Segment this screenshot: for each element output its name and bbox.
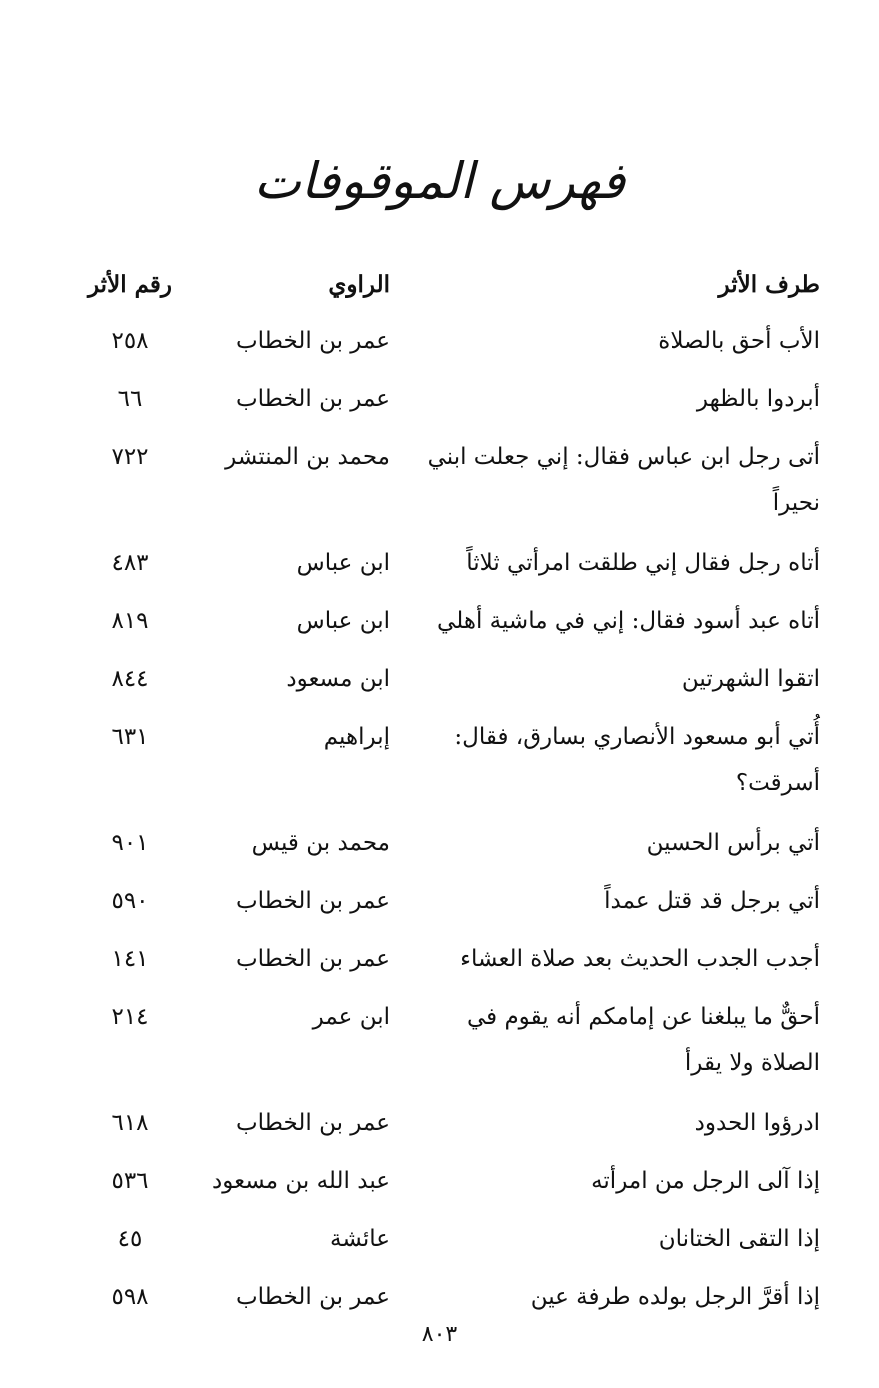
table-row [60, 1100, 820, 1158]
table-row [60, 878, 820, 936]
narrator: عمر بن الخطاب [235, 946, 390, 972]
index-table [60, 262, 820, 1332]
athar-number: ٢١٤ [111, 1004, 149, 1030]
table-row [60, 376, 820, 434]
narrator: عبد الله بن مسعود [212, 1168, 390, 1194]
page-title: فهرس الموقوفات [253, 152, 626, 210]
athar-text: إذا آلى الرجل من امرأته [591, 1168, 820, 1194]
athar-text: أُتي أبو مسعود الأنصاري بسارق، فقال: أسرقت؟ [454, 724, 820, 796]
table-row [60, 994, 820, 1100]
table-row [60, 936, 820, 994]
table-row [60, 434, 820, 540]
athar-text: أجدب الجدب الحديث بعد صلاة العشاء [460, 946, 820, 972]
table-row [60, 318, 820, 376]
athar-text: أتاه رجل فقال إني طلقت امرأتي ثلاثاً [466, 550, 820, 576]
header-narrator: الراوي [328, 271, 390, 298]
athar-text: أتاه عبد أسود فقال: إني في ماشية أهلي [437, 608, 820, 634]
narrator: إبراهيم [323, 724, 390, 750]
table-row [60, 1216, 820, 1274]
athar-number: ٦١٨ [111, 1110, 149, 1136]
table-row [60, 714, 820, 820]
table-row [60, 540, 820, 598]
table-row [60, 820, 820, 878]
athar-text: ادرؤوا الحدود [694, 1110, 820, 1136]
table-header [60, 262, 820, 318]
table-row [60, 1158, 820, 1216]
athar-text: أبردوا بالظهر [696, 386, 820, 412]
athar-text: إذا أقرَّ الرجل بولده طرفة عين [530, 1284, 820, 1310]
narrator: عمر بن الخطاب [235, 386, 390, 412]
athar-text: اتقوا الشهرتين [681, 666, 820, 692]
narrator: ابن عمر [312, 1004, 390, 1030]
athar-number: ٥٩٠ [111, 888, 149, 914]
narrator: محمد بن المنتشر [225, 444, 390, 470]
athar-number: ٦٣١ [111, 724, 149, 750]
athar-text: أحقٌّ ما يبلغنا عن إمامكم أنه يقوم في الصلاة ولا يقرأ [466, 1004, 820, 1076]
athar-number: ٤٥ [117, 1226, 143, 1252]
athar-text: الأب أحق بالصلاة [658, 328, 820, 354]
athar-number: ٤٨٣ [111, 550, 149, 576]
narrator: ابن مسعود [286, 666, 390, 692]
athar-text: أتى رجل ابن عباس فقال: إني جعلت ابني نحيراً [427, 444, 820, 516]
athar-number: ٦٦ [117, 386, 143, 412]
header-text: طرف الأثر [718, 271, 820, 298]
narrator: عمر بن الخطاب [235, 888, 390, 914]
athar-text: أتي برأس الحسين [646, 830, 820, 856]
narrator: عمر بن الخطاب [235, 1284, 390, 1310]
athar-number: ٨١٩ [111, 608, 149, 634]
athar-number: ٨٤٤ [111, 666, 149, 692]
athar-number: ٢٥٨ [111, 328, 149, 354]
narrator: عمر بن الخطاب [235, 1110, 390, 1136]
athar-number: ٥٩٨ [111, 1284, 149, 1310]
narrator: محمد بن قيس [251, 830, 390, 856]
athar-number: ١٤١ [111, 946, 149, 972]
header-number: رقم الأثر [87, 271, 172, 298]
narrator: عائشة [330, 1226, 390, 1252]
narrator: ابن عباس [296, 608, 390, 634]
table-row [60, 656, 820, 714]
narrator: عمر بن الخطاب [235, 328, 390, 354]
table-row [60, 598, 820, 656]
athar-text: أتي برجل قد قتل عمداً [604, 888, 820, 914]
athar-text: إذا التقى الختانان [658, 1226, 820, 1252]
narrator: ابن عباس [296, 550, 390, 576]
page-number: ٨٠٣ [421, 1322, 458, 1347]
athar-number: ٩٠١ [111, 830, 149, 856]
athar-number: ٧٢٢ [111, 444, 149, 470]
athar-number: ٥٣٦ [111, 1168, 149, 1194]
